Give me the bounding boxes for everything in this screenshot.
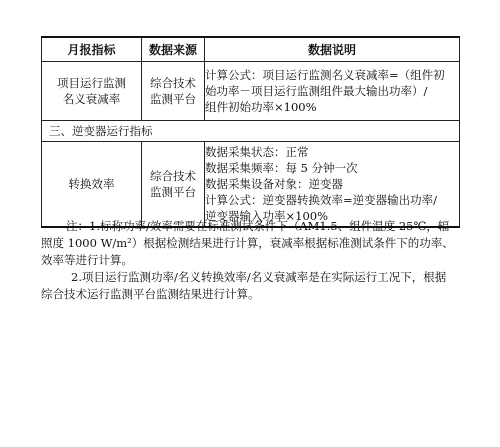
header-source: 数据来源 (142, 37, 205, 62)
header-indicator: 月报指标 (42, 37, 142, 62)
table-row-conversion-efficiency (42, 142, 460, 228)
note-1-line: 照度 1000 W/m²）根据检测结果进行计算，衰减率根据标准测试条件下的功率、 (41, 236, 454, 250)
section-title: 三、逆变器运行指标 (42, 121, 460, 142)
table-notes (41, 218, 459, 303)
indicator-cell: 转换效率 (42, 142, 142, 228)
source-text: 监测平台 (150, 185, 196, 199)
note-2-line: 2.项目运行监测功率/名义转换效率/名义衰减率是在实际运行工况下，根据 (71, 270, 447, 284)
note-1-line: 注：1.标称功率/效率需要在标准测试条件下（AM1.5、组件温度 25℃，辐 (66, 219, 450, 233)
description-text: 数据采集设备对象：逆变器 (205, 177, 343, 191)
table-row-nominal-decay (42, 62, 460, 121)
description-text: 逆变器输入功率×100% (205, 209, 329, 223)
indicator-table (41, 36, 460, 228)
indicator-text: 项目运行监测 (57, 76, 126, 90)
indicator-cell (42, 62, 142, 121)
description-text: 计算公式：逆变器转换效率=逆变器输出功率/ (205, 193, 438, 207)
source-cell (142, 142, 205, 228)
section-row-inverter (42, 121, 460, 142)
description-text: 计算公式：项目运行监测名义衰减率=（组件初 (205, 68, 445, 82)
source-cell (142, 62, 205, 121)
header-description: 数据说明 (205, 37, 460, 62)
description-text: 数据采集频率：每 5 分钟一次 (205, 161, 358, 175)
note-1-line: 效率等进行计算。 (41, 253, 133, 267)
description-cell (205, 142, 460, 228)
description-text: 始功率－项目运行监测组件最大输出功率）/ (205, 84, 428, 98)
source-text: 综合技术 (150, 169, 196, 183)
indicator-text: 名义衰减率 (62, 92, 121, 106)
source-text: 综合技术 (150, 76, 196, 90)
description-text: 数据采集状态：正常 (205, 145, 309, 159)
description-cell (205, 62, 460, 121)
note-2-line: 综合技术运行监测平台监测结果进行计算。 (41, 287, 260, 301)
description-text: 组件初始功率×100% (205, 100, 317, 114)
table-header-row (42, 37, 460, 62)
source-text: 监测平台 (150, 92, 196, 106)
